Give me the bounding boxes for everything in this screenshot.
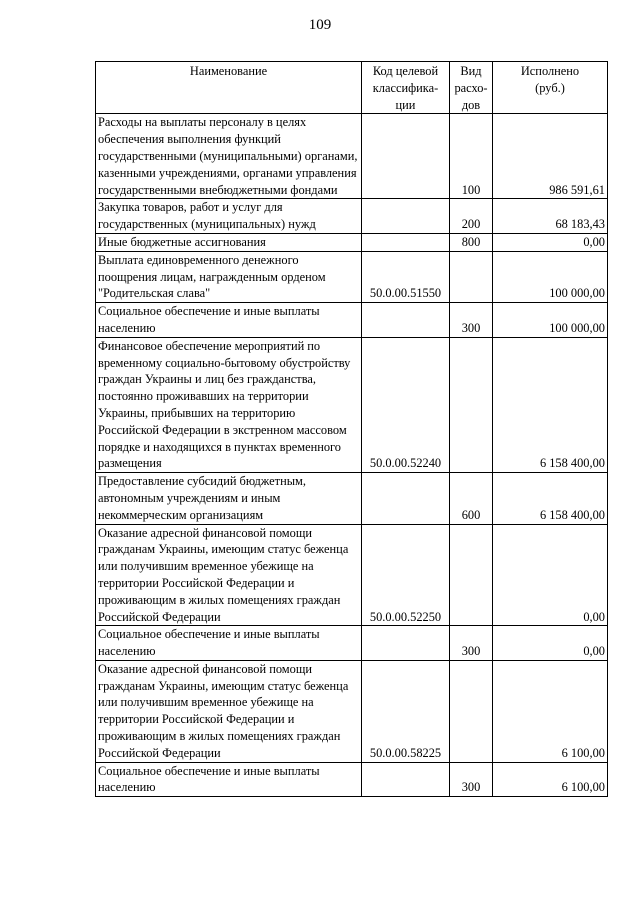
row-amount: 0,00: [493, 626, 608, 661]
header-name: Наименование: [96, 62, 362, 114]
header-amount-line: Исполнено: [520, 64, 580, 78]
row-amount: 6 158 400,00: [493, 337, 608, 472]
page-number: 109: [308, 17, 332, 33]
table-header-row: [96, 62, 608, 114]
row-amount: 6 158 400,00: [493, 473, 608, 524]
row-name: Выплата единовременного денежного поощрения лицам, награжденным орденом "Родительская слава": [96, 251, 362, 302]
header-kind: [450, 62, 493, 114]
row-amount: 986 591,61: [493, 114, 608, 199]
budget-execution-table: [95, 61, 608, 797]
row-kind: 300: [450, 626, 493, 661]
row-code: 50.0.00.52250: [362, 524, 450, 626]
row-name: Оказание адресной финансовой помощи гражданам Украины, имеющим статус беженца или получившим временное убежище на территории Российской Федерации и проживающим в жилых помещениях граждан Российской Федерации: [96, 524, 362, 626]
row-kind: 800: [450, 233, 493, 251]
row-kind: 200: [450, 199, 493, 234]
row-name: Закупка товаров, работ и услуг для государственных (муниципальных) нужд: [96, 199, 362, 234]
header-code-line: классифика-: [372, 80, 439, 95]
row-amount: 0,00: [493, 524, 608, 626]
table-row: [96, 524, 608, 626]
row-name: Расходы на выплаты персоналу в целях обеспечения выполнения функций государственными (муниципальными) органами, казенными учреждениями, органами управления государственными внебюджетными фондами: [96, 114, 362, 199]
row-kind: 600: [450, 473, 493, 524]
header-amount-line: (руб.): [535, 80, 565, 95]
row-amount: 68 183,43: [493, 199, 608, 234]
table-row: [96, 337, 608, 472]
row-name: Иные бюджетные ассигнования: [96, 233, 362, 251]
row-code: [362, 233, 450, 251]
row-kind: [450, 524, 493, 626]
row-name: Оказание адресной финансовой помощи гражданам Украины, имеющим статус беженца или получившим временное убежище на территории Российской Федерации и проживающим в жилых помещениях граждан Российской Федерации: [96, 660, 362, 762]
row-name: Предоставление субсидий бюджетным, автономным учреждениям и иным некоммерческим организациям: [96, 473, 362, 524]
row-name: Социальное обеспечение и иные выплаты населению: [96, 762, 362, 797]
table-row: [96, 762, 608, 797]
header-kind-line: дов: [461, 97, 481, 112]
table-row: [96, 660, 608, 762]
row-name: Социальное обеспечение и иные выплаты населению: [96, 303, 362, 338]
header-kind-line: Вид: [460, 64, 482, 78]
header-code: [362, 62, 450, 114]
header-amount: [493, 62, 608, 114]
table-row: [96, 199, 608, 234]
row-code: 50.0.00.51550: [362, 251, 450, 302]
row-kind: 300: [450, 303, 493, 338]
row-code: [362, 626, 450, 661]
row-code: 50.0.00.58225: [362, 660, 450, 762]
row-kind: [450, 660, 493, 762]
header-code-line: Код целевой: [372, 64, 439, 78]
row-amount: 100 000,00: [493, 303, 608, 338]
row-kind: 100: [450, 114, 493, 199]
header-code-line: ции: [395, 97, 416, 112]
row-code: [362, 303, 450, 338]
row-code: [362, 762, 450, 797]
row-amount: 0,00: [493, 233, 608, 251]
row-code: [362, 199, 450, 234]
row-name: Финансовое обеспечение мероприятий по временному социально-бытовому обустройству граждан Украины и лиц без гражданства, постоянно проживавших на территории Украины, прибывших на территорию Российской Федерации в экстренном массовом порядке и находящихся в пунктах временного размещения: [96, 337, 362, 472]
row-code: [362, 114, 450, 199]
table-row: [96, 303, 608, 338]
table-row: [96, 233, 608, 251]
row-amount: 100 000,00: [493, 251, 608, 302]
table-row: [96, 251, 608, 302]
row-code: [362, 473, 450, 524]
row-kind: [450, 337, 493, 472]
table-row: [96, 114, 608, 199]
table-row: [96, 626, 608, 661]
row-amount: 6 100,00: [493, 660, 608, 762]
row-kind: [450, 251, 493, 302]
row-name: Социальное обеспечение и иные выплаты населению: [96, 626, 362, 661]
table-row: [96, 473, 608, 524]
row-amount: 6 100,00: [493, 762, 608, 797]
row-code: 50.0.00.52240: [362, 337, 450, 472]
header-kind-line: расхо-: [454, 80, 488, 95]
row-kind: 300: [450, 762, 493, 797]
